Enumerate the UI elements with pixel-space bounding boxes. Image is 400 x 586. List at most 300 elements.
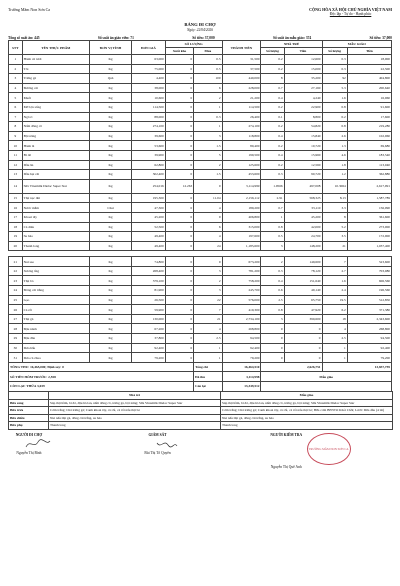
supervisor-name: Bùi Thị Tố Quyên <box>144 451 171 456</box>
table-cell: 0 <box>165 55 193 65</box>
col-mg-qty: Số lượng <box>322 48 347 55</box>
teacher-price: Số tiền: 37,000 <box>192 36 215 40</box>
document-header <box>8 7 392 16</box>
table-cell: 92,400 <box>132 343 166 353</box>
table-cell: 0 <box>165 141 193 151</box>
table-cell: 268,400 <box>132 266 166 276</box>
table-cell: 79,200 <box>347 353 391 363</box>
table-cell: 0 <box>165 64 193 74</box>
table-cell: 3.5 <box>322 232 347 242</box>
table-cell: 315,000 <box>222 222 261 232</box>
table-row <box>9 74 392 84</box>
table-cell: Thanh long <box>22 241 89 251</box>
table-cell: 197,600 <box>222 232 261 242</box>
table-cell: 42,000 <box>284 222 322 232</box>
table-cell: 90,720 <box>284 170 322 180</box>
table-cell: Cà rốt <box>22 305 89 315</box>
table-cell: 0 <box>165 150 193 160</box>
table-cell: 17,600 <box>347 112 391 122</box>
table-cell: 2 <box>261 257 284 267</box>
table-row <box>9 266 392 276</box>
table-cell: Kg <box>90 314 132 324</box>
menu-row <box>9 422 393 430</box>
table-cell: Dưa cà chua <box>22 353 89 363</box>
table-cell: 4 <box>194 232 222 242</box>
signature-block <box>8 433 392 469</box>
table-cell: 1 <box>261 212 284 222</box>
table-cell: 453,600 <box>222 170 261 180</box>
table-cell: 0 <box>165 241 193 251</box>
table-cell: 6.2 <box>322 305 347 315</box>
totals-block <box>9 362 392 391</box>
table-cell: Ngô rì <box>22 112 89 122</box>
table-cell: 1.8 <box>322 160 347 170</box>
table-cell: Kg <box>90 305 132 315</box>
table-cell: 362,880 <box>347 170 391 180</box>
table-cell: 62,800 <box>132 160 166 170</box>
table-cell: 189,200 <box>222 203 261 213</box>
table-cell: 0.2 <box>261 141 284 151</box>
table-cell: 0 <box>261 334 284 344</box>
table-cell: 228,000 <box>222 83 261 93</box>
table-cell: 19 <box>9 232 23 242</box>
table-row <box>9 112 392 122</box>
checker-role: NGƯỜI KIỂM TRA <box>270 433 303 438</box>
table-cell: 0.5 <box>194 64 222 74</box>
table-cell: 21 <box>322 241 347 251</box>
table-cell: 18,900 <box>347 55 391 65</box>
table-cell: 361,600 <box>347 212 391 222</box>
table-cell: Kg <box>90 112 132 122</box>
table-cell: 12,560 <box>284 160 322 170</box>
menu-cell-mg: Thanh long <box>221 422 393 430</box>
table-cell: 1.5 <box>194 141 222 151</box>
nation-title: CỘNG HÒA XÃ HỘI CHỦ NGHĨA VIỆT NAM <box>309 7 392 12</box>
table-row <box>9 141 392 151</box>
table-cell: 94,500 <box>347 334 391 344</box>
table-cell: 9 <box>194 257 222 267</box>
table-cell: Kg <box>90 324 132 334</box>
table-cell: Trứng gà <box>22 74 89 84</box>
table-cell: 0.3 <box>322 55 347 65</box>
table-cell: 18 <box>9 222 23 232</box>
table-cell: Nước mắm <box>22 203 89 213</box>
table-cell: Thịt bò <box>22 276 89 286</box>
table-cell: 2.6 <box>322 131 347 141</box>
table-cell: 91,600 <box>347 102 391 112</box>
school-stamp: TRƯỜNG MẦM NON SƠN CA <box>307 433 351 465</box>
table-cell: 0 <box>165 343 193 353</box>
table-cell: 79,200 <box>222 353 261 363</box>
total-label: Tổng chi <box>194 362 222 372</box>
table-cell: 5 <box>9 93 23 103</box>
table-cell: 3 <box>9 74 23 84</box>
table-cell: 2,156,112 <box>222 193 261 203</box>
table-cell: 440,000 <box>222 74 261 84</box>
table-cell: Thịt gà <box>22 314 89 324</box>
total-amount: 16,464,510 <box>222 362 261 372</box>
table-cell: 37,800 <box>132 334 166 344</box>
table-cell: 3 <box>194 131 222 141</box>
table-row <box>9 179 392 193</box>
table-cell: 2 <box>194 93 222 103</box>
table-cell: 125,600 <box>222 160 261 170</box>
table-cell: 28 <box>9 324 23 334</box>
table-row <box>9 257 392 267</box>
table-cell: 1.6 <box>322 93 347 103</box>
table-cell: 273,000 <box>347 222 391 232</box>
table-cell: 27,160 <box>284 83 322 93</box>
table-cell: 49,400 <box>132 241 166 251</box>
table-cell: Kg <box>90 343 132 353</box>
table-cell: 404,800 <box>347 74 391 84</box>
table-cell: Đậu nành <box>22 324 89 334</box>
table-cell: 47,300 <box>132 203 166 213</box>
table-cell: Nấm đông cô <box>22 122 89 132</box>
table-body-second <box>9 257 392 363</box>
table-cell: 151,640 <box>284 276 322 286</box>
table-cell: Kg <box>90 266 132 276</box>
table-cell: 0.2 <box>322 112 347 122</box>
table-cell: 0 <box>165 353 193 363</box>
col-food: TÊN THỰC PHẨM <box>22 41 89 55</box>
table-cell: Kg <box>90 295 132 305</box>
table-cell: 92,400 <box>347 343 391 353</box>
table-cell: 14 <box>9 179 23 193</box>
table-cell: 92 <box>322 74 347 84</box>
menu-table <box>8 391 393 430</box>
table-cell: 4 <box>194 324 222 334</box>
table-cell: 39,600 <box>132 131 166 141</box>
school-name: Trường Mầm Non Sơn Ca <box>8 7 51 12</box>
col-maugiao: MẪU GIÁO <box>322 41 392 48</box>
table-cell: Dầu hạt cải <box>22 170 89 180</box>
table-cell: 54,820 <box>284 122 322 132</box>
table-cell: 0.4 <box>261 93 284 103</box>
table-cell: 0 <box>165 324 193 334</box>
table-cell: 2.91 <box>261 193 284 203</box>
table-cell: 419,300 <box>222 305 261 315</box>
table-cell: 7 <box>194 305 222 315</box>
table-row <box>9 353 392 363</box>
table-cell: 1 <box>322 343 347 353</box>
table-cell: 0 <box>165 203 193 213</box>
page-title: BẢNG ĐI CHỢ <box>184 22 216 27</box>
table-cell: 67,200 <box>132 324 166 334</box>
table-cell: 15 <box>9 193 23 203</box>
table-cell: 2 <box>9 64 23 74</box>
buyer-name: Nguyễn Thị Bình <box>16 451 42 456</box>
table-cell: 0 <box>165 160 193 170</box>
buyer-role: NGƯỜI ĐI CHỢ <box>15 433 43 438</box>
table-cell: 6 <box>194 222 222 232</box>
table-row <box>9 193 392 203</box>
table-cell: 0 <box>165 212 193 222</box>
table-cell: 88,000 <box>132 112 166 122</box>
table-cell: 1.3 <box>322 141 347 151</box>
table-cell: 59,900 <box>132 305 166 315</box>
menu-cell-mg: Súp thịt hầm, bí đỏ, đậu hà lan, nấm đông cô, trứng gà, bột năng; Sữa Vinamilk Dielac Super Star <box>221 399 393 407</box>
menu-cell-mg: Cơm trắng; Chả trứng gà; Canh khoai tây, cà rốt, cá rốt nấu thịt bò; Bữa cơm BENTO Khổi Chồi; Lưới: Dừa dầu (4 lát) <box>221 407 393 415</box>
table-cell: 0.4 <box>261 276 284 286</box>
table-cell: 0 <box>261 343 284 353</box>
table-cell: 19.5 <box>322 295 347 305</box>
table-cell: 172,900 <box>347 232 391 242</box>
table-cell: 1 <box>194 102 222 112</box>
table-cell: 7 <box>322 257 347 267</box>
table-cell: 26 <box>9 305 23 315</box>
table-row <box>9 222 392 232</box>
table-cell: 1,587,789 <box>347 193 391 203</box>
table-cell: 65,750 <box>284 295 322 305</box>
table-cell: 512,850 <box>347 295 391 305</box>
table-cell: 0.2 <box>261 160 284 170</box>
table-cell: Kg <box>90 241 132 251</box>
collected-label: Đã thu <box>194 372 222 382</box>
table-cell: 13 <box>9 170 23 180</box>
table-cell: 39,900 <box>132 150 166 160</box>
table-cell: 0 <box>284 343 322 353</box>
table-cell: 23 <box>9 276 23 286</box>
table-cell: Kg <box>90 232 132 242</box>
table-cell: 26,500 <box>132 295 166 305</box>
table-cell: 69,680 <box>347 141 391 151</box>
menu-cell-nt: Cơm trắng; Chả trứng gà; Canh khoai tây, cà rốt, cá rốt nấu thịt bò <box>49 407 221 415</box>
table-cell: 3 <box>261 314 284 324</box>
table-cell: 31,500 <box>222 55 261 65</box>
table-cell: 568,323 <box>284 193 322 203</box>
table-row <box>9 83 392 93</box>
table-row <box>9 295 392 305</box>
table-row <box>9 131 392 141</box>
table-cell: 1 <box>322 353 347 363</box>
table-cell: 0 <box>165 257 193 267</box>
table-cell: 45,200 <box>132 212 166 222</box>
table-cell: 0.5 <box>194 55 222 65</box>
col-stt: STT <box>9 41 23 55</box>
table-cell: 0 <box>261 324 284 334</box>
table-row <box>9 286 392 296</box>
table-cell: 1 <box>194 353 222 363</box>
table-cell: 78,120 <box>284 266 322 276</box>
table-cell: 1 <box>194 343 222 353</box>
table-cell: 30 <box>9 343 23 353</box>
table-cell: 8,800 <box>284 112 322 122</box>
table-cell: 16 <box>9 203 23 213</box>
table-cell: 20 <box>9 241 23 251</box>
table-cell: 0.3 <box>261 266 284 276</box>
table-cell: 25 <box>9 295 23 305</box>
table-cell: 0 <box>165 232 193 242</box>
col-out: Xuất kho <box>165 48 193 55</box>
col-nhatre: NHÀ TRẺ <box>261 41 322 48</box>
table-cell: Su hào <box>22 232 89 242</box>
checker-name: Nguyễn Thị Quế Anh <box>270 465 302 470</box>
table-cell: 0.2 <box>261 122 284 132</box>
table-cell: 12.263 <box>165 179 193 193</box>
table-cell: 0.2 <box>261 55 284 65</box>
table-cell: 10,720 <box>284 141 322 151</box>
table-cell: 0 <box>165 305 193 315</box>
table-row <box>9 160 392 170</box>
table-cell: 371,380 <box>347 305 391 315</box>
menu-cell-nt: Súp thịt hầm, bí đỏ, đậu hà lan, nấm đông cô, trứng gà, bột năng; Sữa Vinamilk Dielac Super Star <box>49 399 221 407</box>
table-cell: 1.6 <box>322 276 347 286</box>
shopping-sheet <box>8 7 392 469</box>
page-date: Ngày: 22/04/2026 <box>186 28 214 32</box>
teacher-meals: Số suất ăn giáo viên: 71 <box>97 36 134 40</box>
table-cell: 0.4 <box>261 131 284 141</box>
table-cell: Xương ống <box>22 266 89 276</box>
table-cell: 22 <box>9 266 23 276</box>
table-cell: 606,560 <box>347 276 391 286</box>
table-cell: 38,000 <box>132 83 166 93</box>
table-cell: Hành lá <box>22 141 89 151</box>
table-cell: Kg <box>90 102 132 112</box>
table-cell: 2.4 <box>322 286 347 296</box>
table-cell: 18 <box>322 314 347 324</box>
table-cell: Kg <box>90 222 132 232</box>
table-cell: Kg <box>90 179 132 193</box>
table-cell: 0.1 <box>261 112 284 122</box>
table-cell: 673,200 <box>222 257 261 267</box>
table-cell: 0 <box>165 193 193 203</box>
table-cell: 0 <box>165 102 193 112</box>
table-cell: 2 <box>194 160 222 170</box>
table-cell: 0.3 <box>194 112 222 122</box>
table-cell: Quả <box>90 74 132 84</box>
table-cell: 80,400 <box>222 141 261 151</box>
table-cell: 3 <box>261 241 284 251</box>
table-cell: Kg <box>90 93 132 103</box>
table-cell: 22,900 <box>284 102 322 112</box>
table-cell: Gạo <box>22 295 89 305</box>
table-cell: 102,960 <box>347 131 391 141</box>
table-cell: 0.6 <box>261 286 284 296</box>
table-cell: 3,114,999 <box>222 179 261 193</box>
table-cell: 8 <box>261 74 284 84</box>
supervisor-role: GIÁM SÁT <box>148 433 167 438</box>
table-cell: 274,100 <box>132 122 166 132</box>
table-cell: 196,560 <box>347 286 391 296</box>
previous-balance: SỐ TIỀN HÔM TRƯỚC: 2,558 <box>9 372 194 382</box>
table-cell: 0 <box>165 170 193 180</box>
table-cell: 1 <box>9 55 23 65</box>
col-nt-money: Tiền <box>284 48 322 55</box>
table-cell: 4 <box>9 83 23 93</box>
table-cell: 47,920 <box>284 305 322 315</box>
table-cell: 1,185,600 <box>222 241 261 251</box>
table-row <box>9 232 392 242</box>
table-cell: 9 <box>194 212 222 222</box>
table-cell: 74,800 <box>132 257 166 267</box>
table-row <box>9 122 392 132</box>
table-cell: 49,140 <box>284 286 322 296</box>
nation-motto: Độc lập - Tự do - Hạnh phúc <box>329 12 372 16</box>
col-amount: THÀNH TIỀN <box>222 41 261 55</box>
child-meals: Số suất ăn mẫu giáo: 374 <box>272 36 312 40</box>
table-cell: 200,640 <box>347 83 391 93</box>
menu-row <box>9 399 393 407</box>
table-cell: 52,500 <box>132 222 166 232</box>
table-cell: 0.5 <box>261 232 284 242</box>
table-row <box>9 150 392 160</box>
table-cell: 2.5 <box>194 334 222 344</box>
table-cell: 6 <box>194 83 222 93</box>
table-cell: Kg <box>90 150 132 160</box>
table-cell: Dầu ăn <box>22 160 89 170</box>
table-cell: 1.9566 <box>261 179 284 193</box>
table-cell: 15,000 <box>284 64 322 74</box>
table-cell: 92,400 <box>222 343 261 353</box>
table-cell: 2,343,600 <box>347 314 391 324</box>
table-cell: 114,500 <box>222 102 261 112</box>
table-cell: 148,200 <box>284 241 322 251</box>
table-cell: 0 <box>165 122 193 132</box>
table-cell: 113,040 <box>347 160 391 170</box>
table-cell: 0.3 <box>322 64 347 74</box>
table-cell: 0.8 <box>322 102 347 112</box>
table-cell: 9 <box>9 131 23 141</box>
signature-checker <box>265 433 392 469</box>
total-meals: Tổng số suất ăn: 445 <box>8 36 40 40</box>
table-cell: 1.5 <box>194 170 222 180</box>
col-unit: ĐƠN VỊ TÍNH <box>90 41 132 55</box>
table-cell: 703,080 <box>347 266 391 276</box>
menu-cell-label: Bữa sáng <box>9 399 49 407</box>
collected-amount: 3,114,998 <box>222 372 261 382</box>
table-cell: Bột năng <box>22 131 89 141</box>
table-cell: 4 <box>194 203 222 213</box>
signature-supervisor <box>137 433 264 469</box>
table-cell: 1 <box>194 122 222 132</box>
table-cell: Kg <box>90 55 132 65</box>
table-cell: Tỏi <box>22 64 89 74</box>
table-cell: Kg <box>90 131 132 141</box>
table-cell: 75,000 <box>132 64 166 74</box>
table-cell: 0.7 <box>261 203 284 213</box>
table-cell: Kg <box>90 212 132 222</box>
table-row <box>9 55 392 65</box>
table-cell: 15,840 <box>284 131 322 141</box>
national-heading <box>309 7 392 16</box>
table-cell: 29 <box>9 334 23 344</box>
table-cell: 79,200 <box>132 353 166 363</box>
table-cell: Kg <box>90 141 132 151</box>
table-cell: 49,400 <box>132 232 166 242</box>
table-cell: 8 <box>322 212 347 222</box>
table-cell: 100 <box>194 74 222 84</box>
mg-total: 13,837,759 <box>322 362 392 372</box>
col-buy: Mua <box>194 48 222 55</box>
table-cell: 24 <box>9 286 23 296</box>
table-cell: Kg <box>90 276 132 286</box>
table-cell: 0 <box>165 314 193 324</box>
table-cell: Mỡ lợn sống <box>22 102 89 112</box>
table-cell: 0 <box>284 324 322 334</box>
table-cell: 0 <box>165 276 193 286</box>
table-cell: 27 <box>9 314 23 324</box>
table-cell: 4,240 <box>284 93 322 103</box>
table-cell: 379,100 <box>132 276 166 286</box>
shopping-table <box>8 40 392 392</box>
table-cell: Đông cải trắng <box>22 286 89 296</box>
menu-heading-mg: Mẫu giáo <box>261 372 392 382</box>
table-cell: 8.13 <box>322 193 347 203</box>
table-cell: 3 <box>194 286 222 296</box>
table-cell: 6 <box>9 102 23 112</box>
table-cell: Đậu đũa <box>22 334 89 344</box>
